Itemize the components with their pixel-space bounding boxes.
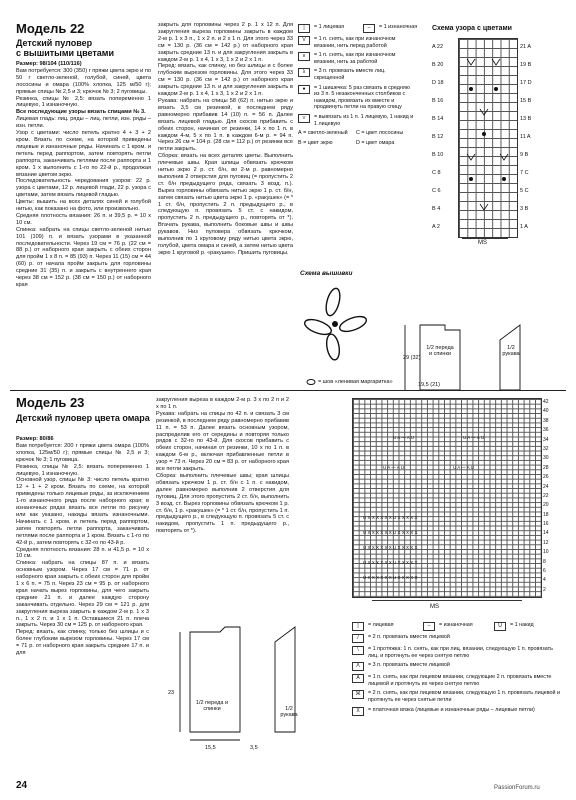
chart-row-label: B 16 [432,98,444,104]
model22-chart-grid [458,38,518,238]
model22-pattern: Узор с цветами: число петель кратно 4 + 3 + 2 кром. Вязать по схеме, на которой приведены лицевые и изнаночные ряды. Начинать с 1 кром. и петель перед раппортом, затем повторять петли раппорта, заканчивать петлями после раппорта и 1 кром. 1 x выполнить с 1-го по 22-й р., продолжая вязание цветом экрю. [16,130,151,178]
legend-purl: = изнаночная [439,622,473,628]
model23-dim-h1: 23 [168,690,175,696]
model23-text-col2: закругления выреза в каждом 2-м р. 3 x по 2 п и 2 x по 1 п. Рукава: набрать на спицы по 42 п. и связать 3 см резинкой, в последнем ряду равномерно прибавив 11 п. = 53 п. Далее вязать основным узором, распределив его от середины и повторяя только рядов с 32-го по 43-й. Для скосов прибавить с обеих сторон, начиная от резинки, 10 x по 1 п. в каждом 6-м р., включая прибавленные петли в узор = 73 п. Через 20 см = 83 р. от наборного края все петли закрыть. Сборка: выполнить плечевые швы; края шлицы обвязать крючком 1 р. ст. б/н с 1 п. с накидом, далее равномерно выполнив 2 отверстия для пуговиц. Для этого пропустить 2 ст. б/н, выполнить 3 возд. ст. Вырез горловины обвязать крючком 1 р. ст. б/н, 1 р. «ракушек» (= * 1 ст. б/н, пропустить 1 п. предыдущего р., в следующую п. провязать 5 ст. с накидом, пропустить 1 п. предыдущего р., повторять от *). [156,397,289,535]
chart-row-number: 26 [543,474,549,481]
svg-text:U A — A U: U A — A U [463,435,485,440]
model22-title: Модель 22 [16,21,85,36]
chart-row-label: 7 C [520,170,529,176]
model23-text-col1 [16,436,149,776]
model23-chart-grid [352,398,542,598]
legend-p1: = 1 изнаночная [379,24,418,30]
model23-back: Спинка: набрать на спицы 87 п. и вязать основным узором. Через 17 см = 71 р. от наборного края закрыть с обеих сторон для пройм 1 x 6 п. = 75 п. Через 23 см = 95 р. от наборного края начать вырез горловины, для чего закрыть средние 21 п. и далее каждую сторону заканчивать отдельно. Через 29 см = 121 р. для закругления выреза закрыть в каждом 2-м р. 1 x 3 п., 1 x 2 п. и 1 x 1 п. Оставшиеся 21 п. плеча закрыть. Через 30 см = 125 р. от наборного края. Перед: вязать, как спинку, только без шлицы и с более глубоким вырезом горловины. Через 17 см = 71 р. от наборного края закрыть средние 17 п. и для [16,560,149,657]
k3tog-symbol-icon: Λ [352,662,364,671]
legend-slip: = 1 п. снять, как при изнаночном вязании, нить перед работой [314,36,396,49]
purl-symbol-icon: – [423,622,435,631]
chart-row-label: 5 C [520,188,529,194]
svg-text:U A — A U: U A — A U [453,465,475,470]
legend-slip2: = 1 п. снять, как при изнаночном вязании, нить за работой [314,52,396,65]
legend-yo: = 1 накид [510,622,534,628]
chart-row-label: B 10 [432,152,444,158]
model22-chart-marks [459,39,517,237]
chart-row-label: A 2 [432,224,440,230]
chart-row-label: B 14 [432,116,444,122]
model22-back: Спинка: набрать на спицы светло-зеленой нитью 101 (109) п. и вязать узорами в указанной последовательности. Через 19 см = 76 р. (22 см = 88 р.) от наборного края закрыть с обеих сторон для пройм 1 x 8 п. = 85 (93) п. Через 11 (15) см = 44 (60) р. от начала пройм закрыть для горловины средние 31 (35) п. и закрыть с внутреннего края через 38 см = 152 р. (38 см = 150 р.) от наборного края [16,226,151,288]
model22-subtitle-2: с вышитыми цветами [16,48,114,58]
svg-text:U X X X X X X U X X X X X: U X X X X X X U X X X X X [363,530,418,535]
chart-row-number: 32 [543,445,549,452]
legend-color-a: А = светло-зеленый [298,130,348,137]
chart-row-label: 9 B [520,152,529,158]
chart-row-label: D 18 [432,80,444,86]
model22-rib: Резинка, спицы № 2,5: вязать попеременно 1 лицевую, 1 изнаночную. [16,95,151,109]
chart-row-number: 28 [543,464,549,471]
chart-row-number: 4 [543,577,546,584]
model23-dim-w2: 3,5 [250,745,258,751]
chart-row-number: 10 [543,549,549,556]
legend-s2kp: = 1 п. снять, как при лицевом вязании, следующие 2 п. провязать вместе лицевой и протянуть их через снятую петлю [368,674,552,687]
model23-sleeve-label: 1/2 рукава [280,706,298,718]
legend-knit: = лицевая [368,622,394,628]
yarn-over-symbol-icon: U [494,622,506,631]
embroidery-flower-icon [298,282,398,372]
model22-chart-title: Схема узора с цветами [432,25,512,32]
chart-row-number: 24 [543,483,549,490]
chart-row-label: A 22 [432,44,444,50]
model23-gauge: Средняя плотность вязания: 28 п. и 41,5 р. = 10 x 10 см. [16,546,149,560]
model23-size: Размер: 80/86 [16,436,54,442]
model22-smooth: Лицевая гладь: лиц. ряды – лиц. петли, изн. ряды – изн. петли. [16,116,151,130]
model22-legend [298,24,416,149]
purl-symbol-icon: – [363,24,375,33]
model23-ms-label: MS [430,604,439,610]
chart-row-number: 40 [543,408,549,415]
model22-text-col2: закрыть для горловины через 2 р. 1 x 12 п. Для закругления выреза горловины закрыть в каждом 2-м р. 1 x 3 п., 1 x 2 п. и 2 x 1 п. Для этого через 33 см = 130 р. (36 см = 142 р.) от наборного края закрыть средние 13 п. и для закругления закрыть в каждом 2-м р. 1 x 4, 1 x 3, 1 x 2 и 2 x 1 п. Перед: вязать, как спинку, но без шлицы и с более глубоким вырезом горловины. Для этого через 33 см = 130 р. (36 см = 142 р.) от наборного края закрыть средние 13 п. и для закругления закрыть в каждом 2-м р. 1 x 4, 1 x 3, 1 x 2 и 2 x 1 п. Рукава: набрать на спицы 58 (62) п. нитью экрю и вязать 3,5 см резинкой, в последнем ряду равномерно прибавив 14 (10) п. = 56 п. Далее вязать лицевой гладью. Для скосов прибавить с обеих сторон, начиная от резинки, 14 x по 1 п. в каждом 4-м, 5 x по 1 п. в каждом 6-м р. = 94 п. Через 26 см = 104 р. (28 см = 112 р.) от резинки все петли закрыть. Сборка: вязать на всех деталях цветы. Выполнить плечевые швы. Края шлицы обвязать крючком нитью экрю 2 р. ст. б/н, во 2-м р. равномерно выполнив 2 отверстия для пуговиц (= пропустить 2 ст. б/н предыдущего ряда, связать 3 возд. п.). Вырез горловины обвязать нитью экрю 1 р. ст. б/н, затем связать нитью цвета экрю 1 р. «ракушек» (= * 1 ст. б/н, пропустить 2 п. предыдущего р., в следующую п. провязать 5 ст. с накидом, пропустить 2 п. предыдущего р., повторять от *). Втачать рукава, выполнить боковые швы и швы рукавов. Низ пуловера обвязать крючком, выполнив по 1 круговому ряду нитью цвета экрю, голубой, цвета омара и синей, а затем нитью цвета экрю 1 круговой р. «ракушек». Пришить пуговицы. [158,22,293,256]
chart-row-number: 20 [543,502,549,509]
model23-chart-marks [353,399,541,597]
bobble-symbol-icon: ● [298,85,310,94]
k2tog-symbol-icon: / [352,634,364,643]
model22-dim-1: 29 (32) [403,355,421,361]
sk2p-symbol-icon: Ж [352,690,364,699]
inc-symbol-icon: ⋎ [298,114,310,123]
embroidery-title: Схема вышивки [300,270,353,277]
chart-row-label: B 4 [432,206,441,212]
chart-row-label: B 12 [432,134,444,140]
page-number: 24 [16,780,28,791]
model22-text-col1 [16,61,151,379]
model23-title: Модель 23 [16,395,85,410]
model22-subtitle-1: Детский пуловер [16,38,93,48]
chart-row-number: 12 [543,539,549,546]
legend-ssk: = 1 протяжка: 1 п. снять, как при лиц. вязании, следующую 1 п. провязать лиц. и протянуть ее через снятую петлю [368,646,553,659]
model22-dim-2: 19,5 (21) [418,382,441,388]
legend-sk2p: = 2 п. снять, как при лицевом вязании, следующую 1 п. провязать лицевой и протянуть ее через снятые петли [368,690,561,703]
chart-row-number: 16 [543,521,549,528]
chart-row-number: 14 [543,530,549,537]
model23-main: Основной узор, спицы № 3: число петель кратно 12 + 1 + 2 кром. Вязать по схеме, на которой приведены только лицевые ряды, за исключением 1-го изнаночного ряда после наборного края; в изнаночных рядах вязать все петли по рисунку или как указано, накиды вязать изнаночными. Начинать с 1 кром. и петель перед раппортом, затем повторять петли раппорта, заканчивать петлями после раппорта и 1 кром. Вязать с 1-го по 42-й р., затем повторять с 32-го по 43-й р. [16,477,149,546]
model22-ms-label: MS [478,240,487,246]
legend-k3tog: = 3 п. провязать вместе лицевой [368,662,450,669]
chart-row-label: B 20 [432,62,444,68]
legend-color-c: С = цвет лососины [356,130,404,137]
legend-garter: = платочная вязка (лицевые и изнаночные ряды – лицевые петли) [368,706,535,713]
legend-inc: = вывязать из 1 п. 1 лицевую, 1 накид и 1 лицевую [314,113,414,127]
s2kp-symbol-icon: A [352,674,364,683]
lazy-daisy-stitch-icon [306,378,316,386]
chart-row-number: 30 [543,455,549,462]
model23-legend [352,622,562,719]
legend-color-b: В = цвет экрю [298,139,333,146]
svg-text:U A — A U: U A — A U [383,465,405,470]
model23-half-front-label: 1/2 переда и спинки [195,700,229,712]
chart-row-label: C 6 [432,188,441,194]
legend-color-d: D = цвет омара [356,139,395,146]
svg-text:U X X X X X X U X X X X X: U X X X X X X U X X X X X [363,560,418,565]
model22-gauge: Средняя плотность вязания: 26 п. и 39,5 р. = 10 x 10 см. [16,212,151,226]
model22-size: Размер: 98/104 (110/116) [16,61,82,67]
svg-text:U X X X X X X U X X X X X: U X X X X X X U X X X X X [363,545,418,550]
model22-sleeve-label: 1/2 рукава [502,345,520,357]
model23-pattern-pieces [160,622,340,747]
ssk-symbol-icon: \ [352,646,364,655]
chart-row-number: 34 [543,436,549,443]
model23-ms-bracket [372,600,522,601]
chart-row-label: C 8 [432,170,441,176]
model22-chart-row-labels-right [520,38,550,236]
svg-text:U A — A U: U A — A U [393,435,415,440]
legend-k1: = 1 лицевая [314,24,345,30]
chart-row-label: 19 B [520,62,532,68]
model22-colors: Цветы: вышить на всех деталях синей и голубой нитью, как показано на фото, или произвольно. [16,199,151,213]
model23-dim-w1: 15,5 [205,745,216,751]
chart-row-label: 13 B [520,116,532,122]
chart-row-number: 6 [543,568,546,575]
model22-materials: Вам потребуется: 300 (350) г пряжи цвета экрю и по 50 г светло-зеленой, голубой, синей, цвета лососины и омара (100% хлопка, 125 м/50 г); прямые спицы № 2,5 и 3; крючок № 3; 2 пуговицы. [16,67,151,95]
embroidery-stitch-label: = шов «ленивая маргаритка» [318,379,393,385]
chart-row-number: 8 [543,558,546,565]
chart-row-label: 15 B [520,98,532,104]
chart-row-number: 36 [543,427,549,434]
model23-chart-row-numbers [543,398,563,595]
chart-row-label: 1 A [520,224,528,230]
model22-order: Последовательность чередования узоров: 22 р. узора с цветами, 12 р. лицевой глади, 22 р. узора с цветами, затем вязать лицевой гладью. [16,178,151,199]
chart-row-label: 17 D [520,80,532,86]
garter-symbol-icon: X [352,707,364,716]
chart-row-number: 18 [543,511,549,518]
model22-chart-row-labels-left [432,38,457,236]
chart-row-number: 42 [543,399,549,405]
slip2-symbol-icon: ∨ [298,52,310,61]
svg-text:U X X X X X X U X X X X X: U X X X X X X U X X X X X [363,515,418,520]
k3tog-symbol-icon: λ [298,68,310,77]
chart-row-number: 38 [543,417,549,424]
model23-rib: Резинка, спицы № 2,5: вязать попеременно 1 лицевую, 1 изнаночную. [16,463,149,477]
model22-legend-purl [363,24,425,36]
model23-materials: Вам потребуется: 200 г пряжи цвета омара (100% хлопка, 125м/50 г); прямые спицы № 2,5 и 3; крючок № 3; 1 пуговица. [16,442,149,463]
legend-bobble: = 1 шишечка: 5 раз связать в средняю из 3 п. 5 незаконченных столбиков с накидом, провязать их вместе и продвинуть петли на правую спицу [314,84,410,111]
chart-row-number: 22 [543,492,549,499]
chart-row-label: 3 B [520,206,529,212]
legend-k2tog: = 2 п. провязать вместе лицевой [368,634,450,640]
legend-k3tog: = 3 п. провязать вместе лиц. скрещенной [314,68,386,81]
slip-symbol-icon: V [298,36,310,45]
chart-row-label: 11 A [520,134,531,140]
section-divider [10,390,566,391]
knit-symbol-icon: | [352,622,364,631]
model22-sequence: Все последующие узоры вязать спицами № 3. [16,109,146,116]
site-watermark: PassionForum.ru [494,785,540,791]
svg-text:U X X X X X X U X X X X X: U X X X X X X U X X X X X [363,575,418,580]
model23-subtitle: Детский пуловер цвета омара [16,413,150,423]
knit-symbol-icon: | [298,24,310,33]
chart-row-label: 21 A [520,44,532,50]
model22-half-front-label: 1/2 переда и спинки [426,345,454,357]
model22-ms-bracket [462,238,508,239]
chart-row-number: 2 [543,586,546,593]
